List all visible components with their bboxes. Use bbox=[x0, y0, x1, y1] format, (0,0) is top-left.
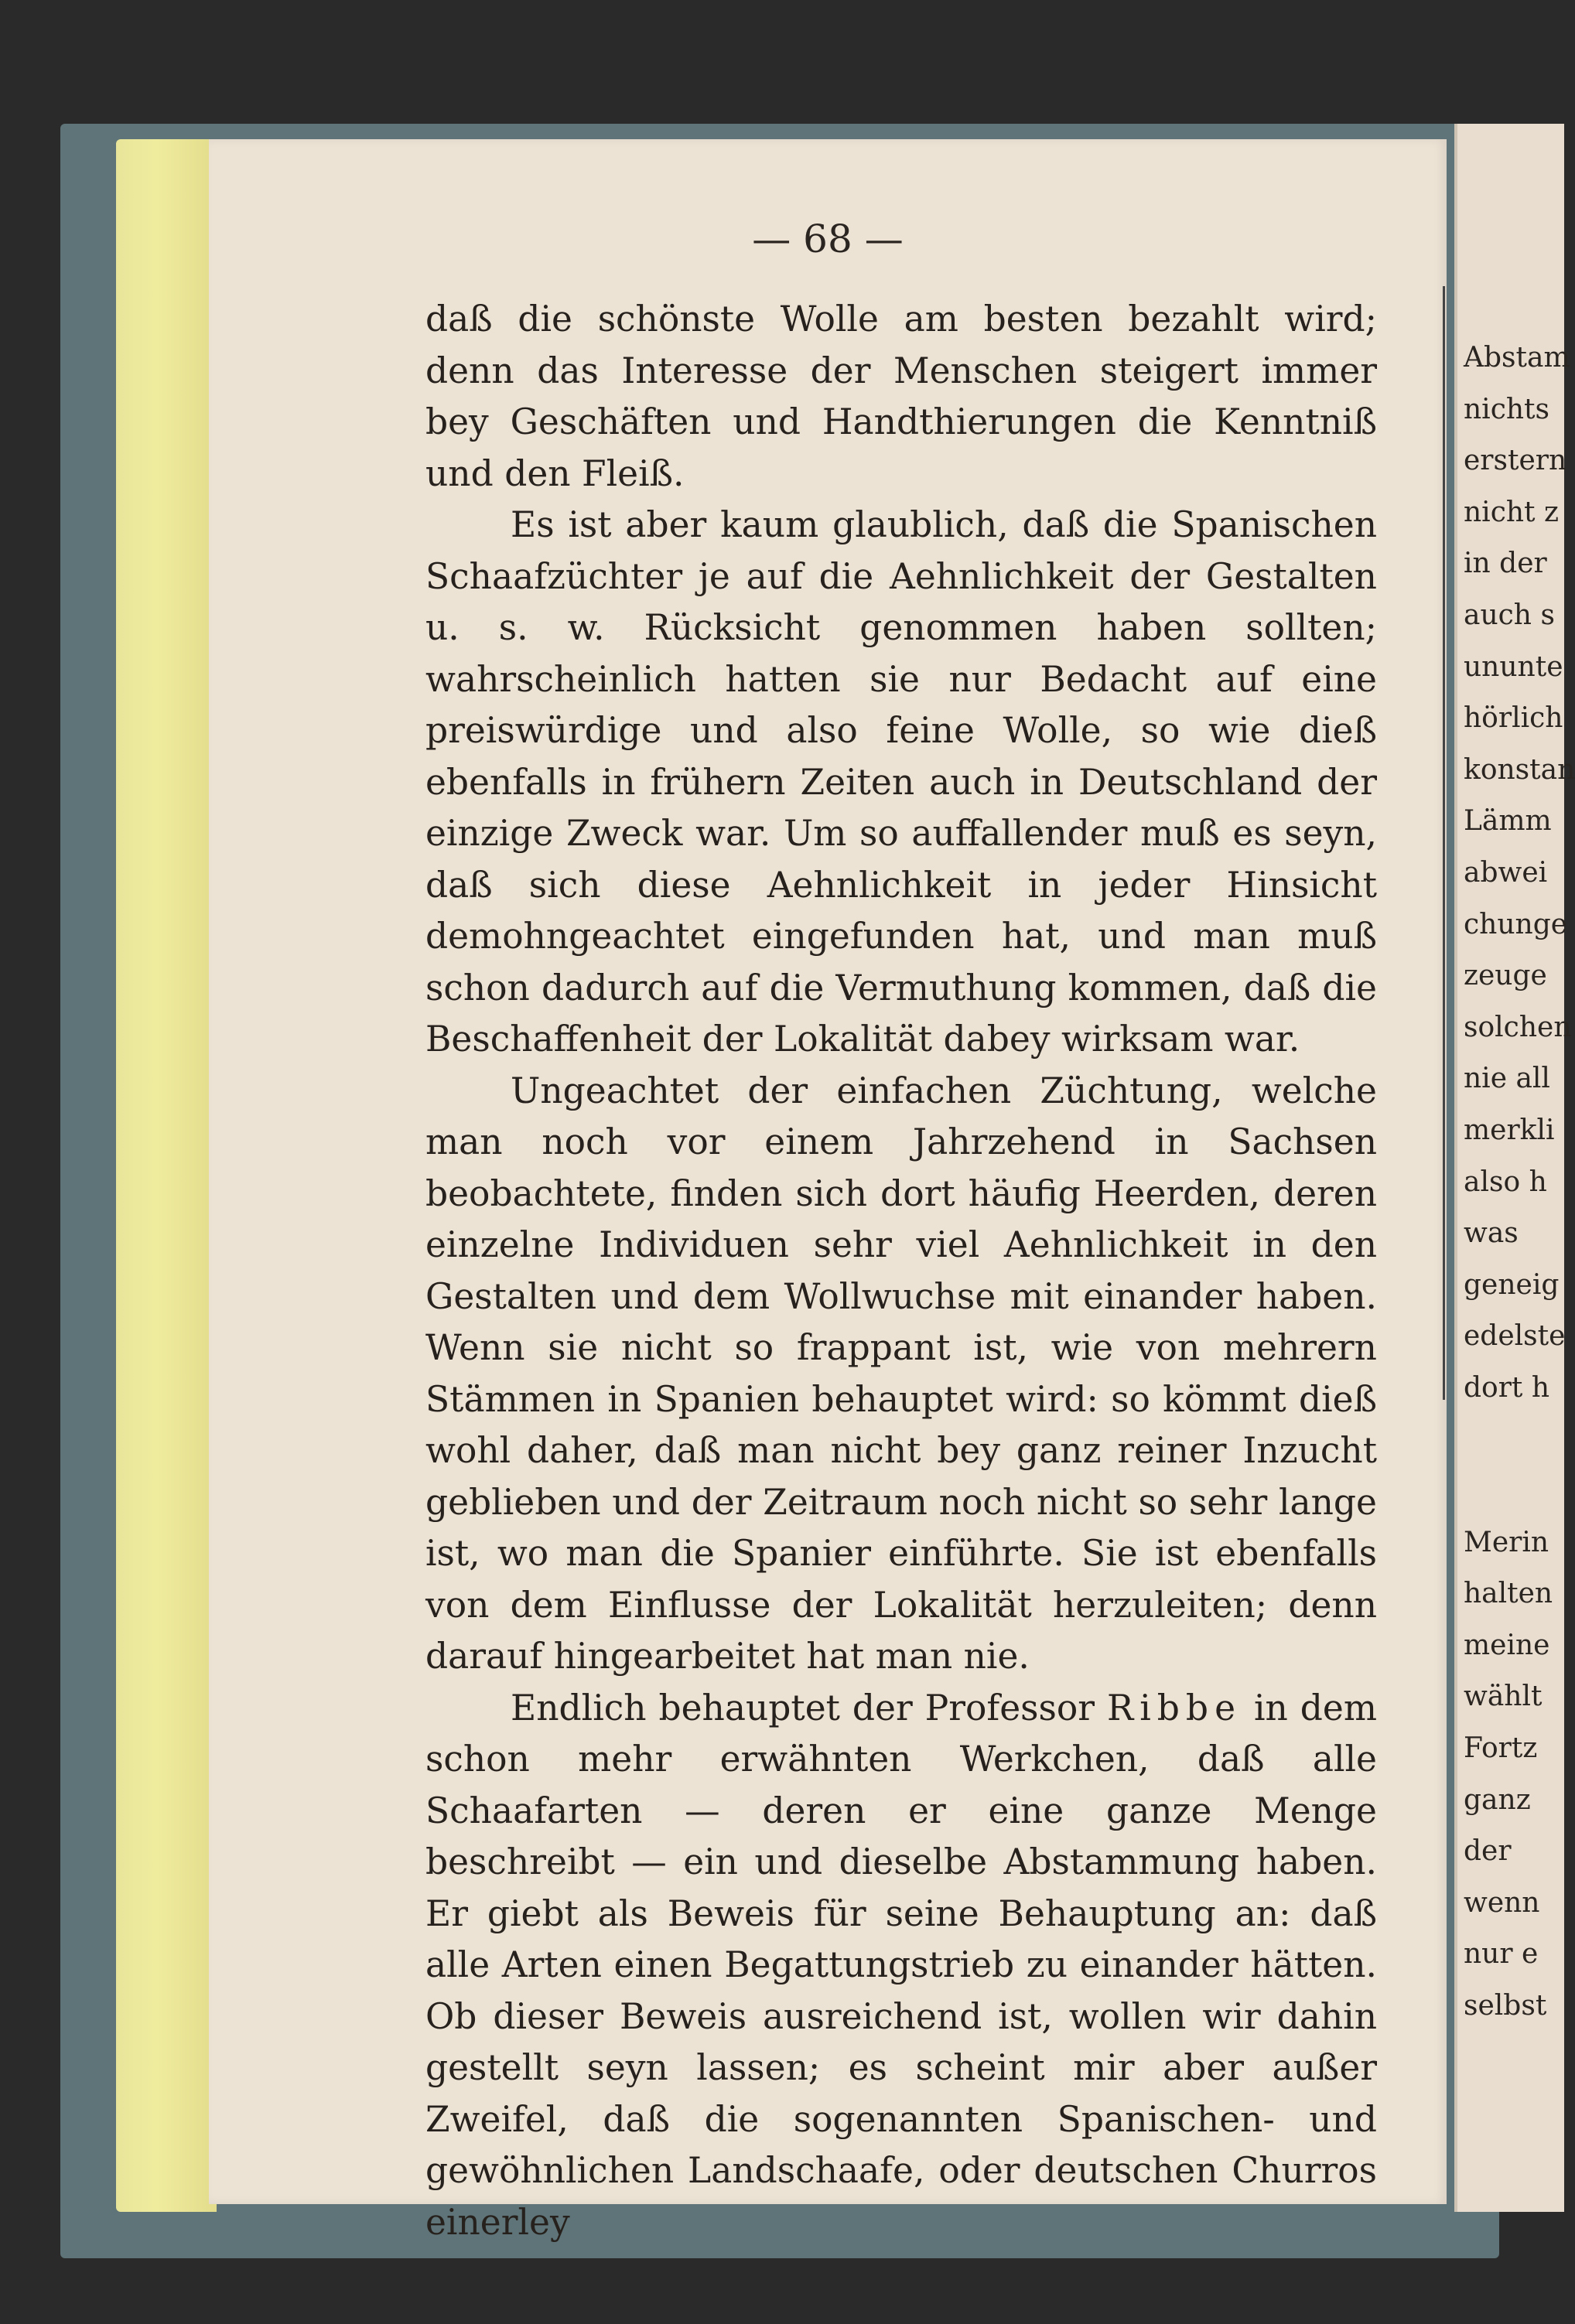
paragraph-1: daß die schönste Wolle am besten bezahlt wird; denn das Interesse der Menschen steigert immer bey Geschäften und Handthierungen die Kenntniß und den Fleiß. bbox=[425, 299, 1377, 494]
right-page-line: nicht z bbox=[1464, 496, 1559, 528]
right-page-line: in der bbox=[1464, 548, 1547, 580]
right-page-line: also h bbox=[1464, 1165, 1547, 1198]
right-page-line: zeuge bbox=[1464, 960, 1547, 992]
right-page-line: solchen bbox=[1464, 1011, 1572, 1043]
paragraph-2: Es ist aber kaum glaublich, daß die Spanischen Schaafzüchter je auf die Aehnlichkeit der Gestalten u. s. w. Rücksicht genommen haben sollten; wahrscheinlich hatten sie nur Bedacht auf eine preiswürdige und also feine Wolle, so wie dieß ebenfalls in frühern Zeiten auch in Deutschland der einzige Zweck war. Um so auffallender muß es seyn, daß sich diese Aehnlichkeit in jeder Hinsicht demohngeachtet eingefunden hat, und man muß schon dadurch auf die Vermuthung kommen, daß die Beschaffenheit der Lokalität dabey wirksam war. bbox=[425, 504, 1377, 1060]
right-page-line: was bbox=[1464, 1217, 1519, 1250]
right-page-line: erstern bbox=[1464, 445, 1567, 477]
right-page-line: nur e bbox=[1464, 1938, 1539, 1971]
paragraph-4-start: Endlich behauptet der Professor bbox=[511, 1687, 1107, 1728]
right-page-line: Fortz bbox=[1464, 1732, 1538, 1765]
right-page-line: nichts bbox=[1464, 393, 1549, 425]
page-text bbox=[425, 294, 1377, 2248]
right-page-edge bbox=[1454, 124, 1575, 2212]
author-name: Ribbe bbox=[1107, 1687, 1242, 1728]
right-page-line: ununte bbox=[1464, 650, 1563, 683]
right-page-line: selbst bbox=[1464, 1990, 1547, 2022]
page-number: — 68 — bbox=[752, 217, 904, 261]
right-page-line: wenn bbox=[1464, 1886, 1540, 1919]
right-page-line: edelste bbox=[1464, 1320, 1566, 1353]
right-page-line: nie all bbox=[1464, 1063, 1550, 1095]
page-gutter-line bbox=[1443, 286, 1445, 1400]
right-page-line: dort h bbox=[1464, 1371, 1550, 1404]
right-page-line: ganz bbox=[1464, 1783, 1531, 1816]
right-page-line: der bbox=[1464, 1835, 1512, 1868]
right-page-text-fragments bbox=[1464, 333, 1575, 2032]
right-page-line: auch s bbox=[1464, 599, 1555, 631]
right-page-line: wählt bbox=[1464, 1681, 1543, 1713]
paragraph-4-rest: in dem schon mehr erwähnten Werkchen, daß alle Schaafarten — deren er eine ganze Menge beschreibt — ein und dieselbe Abstammung haben. Er giebt als Beweis für seine Behauptung an: daß alle Arten einen Begattungstrieb zu einander hätten. Ob dieser Beweis ausreichend ist, wollen wir dahin gestellt seyn lassen; es scheint mir aber außer Zweifel, daß die sogenannten Spanischen- und gewöhnlichen Landschaafe, oder deutschen Churros einerley bbox=[425, 1687, 1377, 2243]
right-page-line: konstan bbox=[1464, 753, 1575, 786]
right-page-line bbox=[1464, 1466, 1575, 1517]
right-page-line: abwei bbox=[1464, 856, 1548, 889]
right-page-line: hörlich bbox=[1464, 702, 1563, 735]
left-page bbox=[209, 139, 1447, 2243]
right-page-line: Merin bbox=[1464, 1526, 1549, 1558]
right-page-line: Abstam bbox=[1464, 342, 1570, 374]
paragraph-4 bbox=[425, 1683, 1377, 2249]
right-page-line: meine bbox=[1464, 1629, 1550, 1661]
right-page-line: halten bbox=[1464, 1578, 1553, 1610]
right-page-line: Lämm bbox=[1464, 805, 1552, 838]
right-page-line: geneig bbox=[1464, 1268, 1560, 1301]
paragraph-3: Ungeachtet der einfachen Züchtung, welche man noch vor einem Jahrzehend in Sachsen beobachtete, finden sich dort häufig Heerden, deren einzelne Individuen sehr viel Aehnlichkeit in den Gestalten und dem Wollwuchse mit einander haben. Wenn sie nicht so frappant ist, wie von mehrern Stämmen in Spanien behauptet wird: so kömmt dieß wohl daher, daß man nicht bey ganz reiner Inzucht geblieben und der Zeitraum noch nicht so sehr lange ist, wo man die Spanier einführte. Sie ist ebenfalls von dem Einflusse der Lokalität herzuleiten; denn darauf hingearbeitet hat man nie. bbox=[425, 1070, 1377, 1677]
page-edges bbox=[116, 139, 217, 2212]
right-page-line: chunge bbox=[1464, 908, 1568, 940]
right-page-line bbox=[1464, 1414, 1575, 1466]
right-page-line: merkli bbox=[1464, 1114, 1555, 1146]
